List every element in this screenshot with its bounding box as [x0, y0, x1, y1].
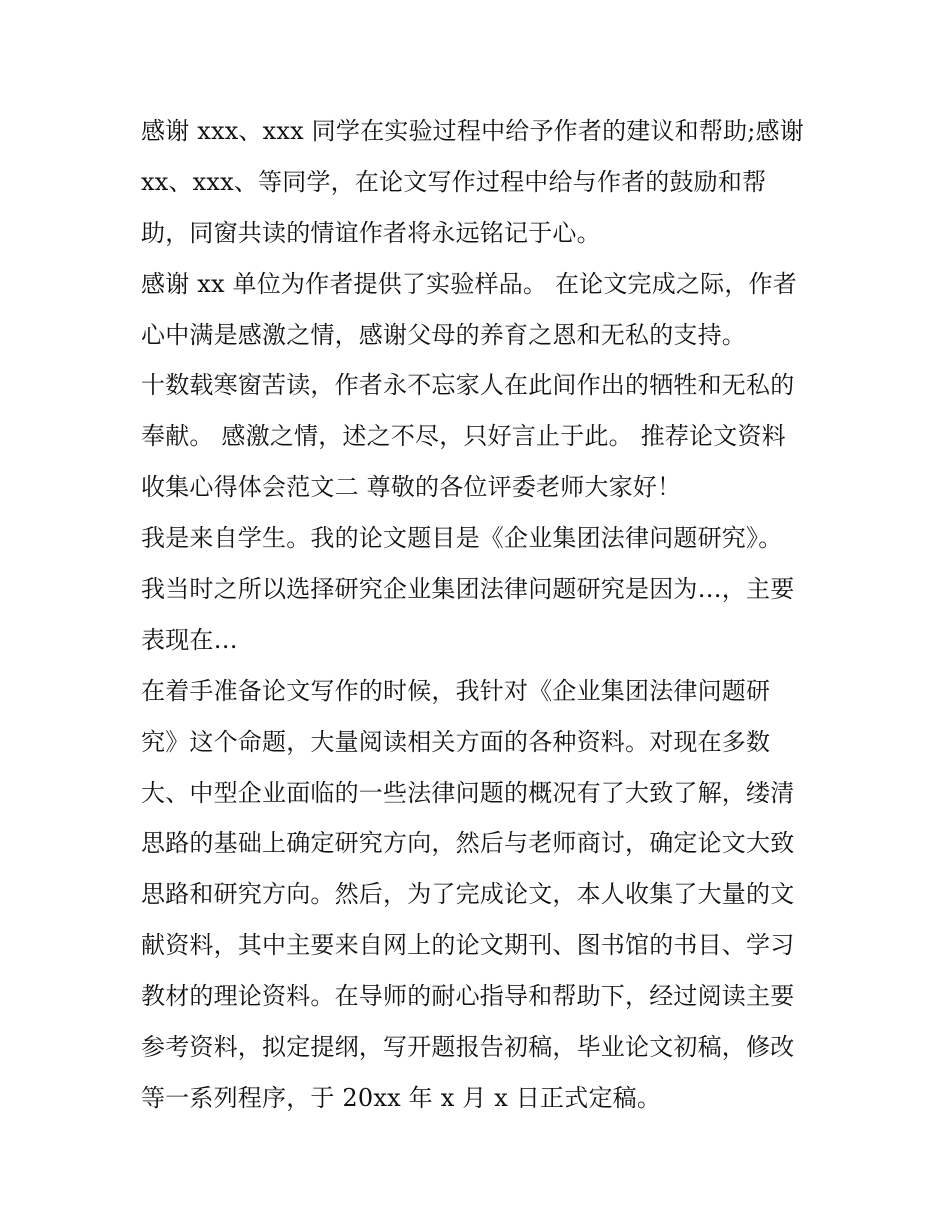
text-line: 思路的基础上确定研究方向，然后与老师商讨，确定论文大致 [141, 829, 795, 858]
text-line: 我是来自学生。我的论文题目是《企业集团法律问题研究》。 [141, 524, 783, 553]
text-line: xx、xxx、等同学，在论文写作过程中给与作者的鼓励和帮 [141, 167, 767, 196]
text-line: 参考资料，拟定提纲，写开题报告初稿，毕业论文初稿，修改 [141, 1033, 795, 1062]
text-line: 在着手准备论文写作的时候，我针对《企业集团法律问题研 [141, 676, 771, 705]
text-line: 心中满是感激之情，感谢父母的养育之恩和无私的支持。 [141, 320, 746, 349]
text-line: 究》这个命题，大量阅读相关方面的各种资料。对现在多数 [141, 727, 771, 756]
body-text [141, 106, 821, 1124]
text-line: 十数载寒窗苦读，作者永不忘家人在此间作出的牺牲和无私的 [141, 371, 795, 400]
text-line: 思路和研究方向。然后，为了完成论文，本人收集了大量的文 [141, 880, 795, 909]
text-line: 等一系列程序，于 20xx 年 x 月 x 日正式定稿。 [141, 1083, 662, 1112]
text-line: 献资料，其中主要来自网上的论文期刊、图书馆的书目、学习 [141, 931, 795, 960]
text-line: 我当时之所以选择研究企业集团法律问题研究是因为…，主要 [141, 575, 795, 604]
text-line: 大、中型企业面临的一些法律问题的概况有了大致了解，缕清 [141, 778, 795, 807]
text-line: 收集心得体会范文二 尊敬的各位评委老师大家好！ [141, 473, 682, 502]
text-line: 感谢 xxx、xxx 同学在实验过程中给予作者的建议和帮助;感谢 [141, 117, 804, 145]
text-line: 助，同窗共读的情谊作者将永远铭记于心。 [141, 218, 601, 247]
text-line: 奉献。 感激之情，述之不尽，只好言止于此。 推荐论文资料 [141, 422, 786, 451]
text-line: 感谢 xx 单位为作者提供了实验样品。 在论文完成之际，作者 [141, 269, 797, 298]
text-line: 表现在… [141, 625, 238, 654]
text-line: 教材的理论资料。在导师的耐心指导和帮助下，经过阅读主要 [141, 982, 795, 1011]
